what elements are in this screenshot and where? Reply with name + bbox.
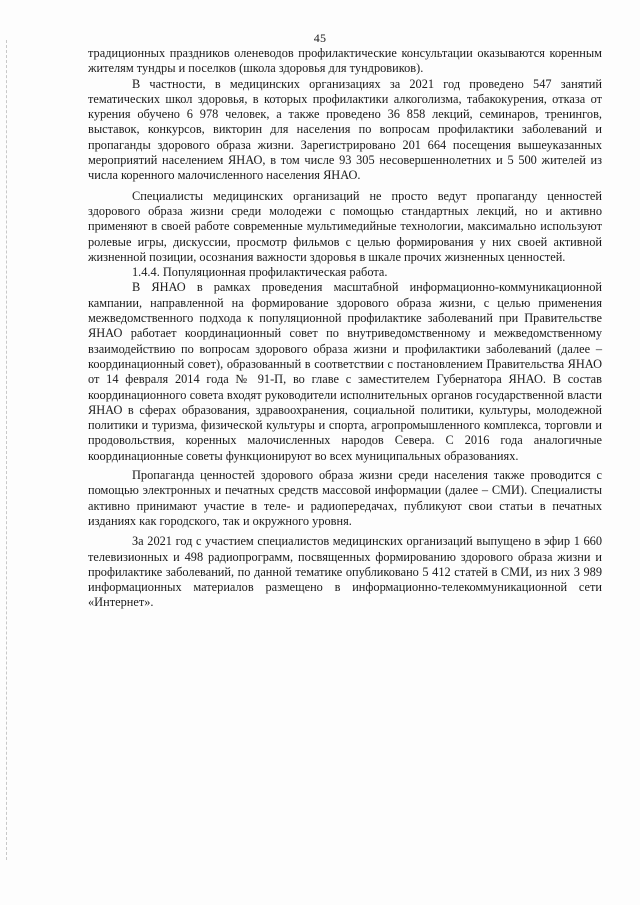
- paragraph-coordination-council: В ЯНАО в рамках проведения масштабной информационно-коммуникационной кампании, направленной на формирование здорового образа жизни, с целью применения межведомственного подхода к популяционной профилактике заболеваний при Правительстве ЯНАО работает координационный совет по внутриведомственному и межведомственному взаимодействию по вопросам здорового образа жизни и профилактики заболеваний (далее – координационный совет), образованный в соответствии с постановлением Правительства ЯНАО от 14 февраля 2014 года № 91-П, во главе с заместителем Губернатора ЯНАО. В состав координационного совета входят руководители исполнительных органов государственной власти ЯНАО в сферах образования, здравоохранения, социальной политики, культуры, молодежной политики и туризма, физической культуры и спорта, агропромышленного комплекса, торговли и продовольствия, коренных малочисленных народов Севера. С 2016 года аналогичные координационные советы функционируют во всех муниципальных образованиях.: [88, 280, 602, 463]
- paragraph-media-propaganda: Пропаганда ценностей здорового образа жизни среди населения также проводится с помощью электронных и печатных средств массовой информации (далее – СМИ). Специалисты активно принимают участие в теле- и радиопередачах, публикуют свои статьи в печатных изданиях как городского, так и окружного уровня.: [88, 468, 602, 528]
- paragraph-health-schools: В частности, в медицинских организациях за 2021 год проведено 547 занятий тематических школ здоровья, в которых профилактики алкоголизма, табакокурения, отказа от курения обучено 6 978 человек, а также проведено 36 858 лекций, семинаров, тренингов, выставок, конкурсов, викторин для населения по вопросам профилактики заболеваний и пропаганды здорового образа жизни. Зарегистрировано 201 664 посещения вышеуказанных мероприятий населением ЯНАО, в том числе 93 305 несовершеннолетних и 5 500 жителей из числа коренного малочисленного населения ЯНАО.: [88, 76, 602, 183]
- paragraph-youth-propaganda: Специалисты медицинских организаций не просто ведут пропаганду ценностей здорового образа жизни среди молодежи с помощью стандартных лекций, но и активно применяют в своей работе современные мультимедийные технологии, максимально используют ролевые игры, дискуссии, просмотр фильмов с целью формирования у них своей активной жизненной позиции, осознания важности здоровья в шкале прочих жизненных ценностей.: [88, 188, 602, 264]
- page-number: 45: [313, 31, 327, 45]
- section-heading: 1.4.4. Популяционная профилактическая работа.: [132, 265, 388, 280]
- body-text: [88, 46, 602, 611]
- scan-edge-line: [6, 40, 8, 860]
- paragraph-continuation: традиционных праздников оленеводов профилактические консультации оказываются коренным жителям тундры и поселков (школа здоровья для тундровиков).: [88, 46, 602, 76]
- paragraph-media-statistics: За 2021 год с участием специалистов медицинских организаций выпущено в эфир 1 660 телевизионных и 498 радиопрограмм, посвященных формированию здорового образа жизни и профилактике заболеваний, по данной тематике опубликовано 5 412 статей в СМИ, из них 3 989 информационных материалов размещено в информационно-телекоммуникационной сети «Интернет».: [88, 534, 602, 610]
